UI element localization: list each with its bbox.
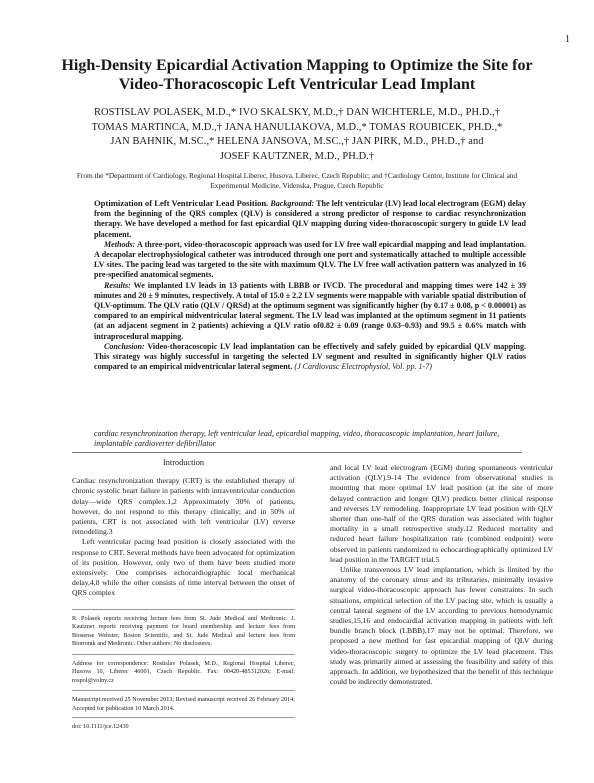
- journal-citation: (J Cardiovasc Electrophysiol, Vol. pp. 1-7): [294, 362, 432, 372]
- affiliation: From the *Department of Cardiology, Regional Hospital Liberec, Husova, Liberec, Czech Republic; and †Cardiology Centre, Institute for Clinical and Experimental Medicine, Videnska, Prague, Czech Republic: [76, 171, 518, 190]
- abstract-results: [94, 281, 526, 342]
- abstract: [94, 198, 526, 372]
- section-divider: [72, 452, 522, 453]
- background-text: The left ventricular (LV) lead local electrogram (EGM) delay from the beginning of the QRS complex (QLV) is considered a strong predictor of response to cardiac resynchronization therapy. We have developed a method for fast epicardial QLV mapping during video-thoracoscopic surgery to guide LV lead placement.: [94, 199, 526, 239]
- introduction-heading: Introduction: [162, 458, 204, 467]
- body-paragraph: and local LV lead electrogram (EGM) during spontaneous ventricular activation (QLV).9-14 The evidence from observational studies is mounting that more optimal LV lead position (at the site of more delayed contraction and longer QLV) predicts better clinical response and reverses LV remodeling. Inappropriate LV lead position with QLV shorter than one-half of the QRS duration was associated with higher mortality in a small retrospective study.12 Reduced mortality and reduced heart failure hospitalization rate (combined endpoint) were observed in patients randomized to echocardiographically optimized LV lead position in the TARGET trial.5: [330, 463, 553, 564]
- footnotes: [72, 609, 295, 732]
- methods-text: A three-port, video-thoracoscopic approach was used for LV free wall epicardial mapping and lead implantation. A decapolar electrophysiological catheter was introduced through one port and systematically attached to multiple accessible LV sites. The pacing lead was targeted to the site with maximum QLV. The LV free wall activation pattern was analyzed in 16 pre-specified anatomical segments.: [94, 239, 526, 280]
- conclusion-label: Conclusion:: [104, 341, 145, 351]
- body-paragraph: Unlike transvenous LV lead implantation, which is limited by the anatomy of the coronary sinus and its tributaries, minimally invasive surgical video-thoracoscopic approach has fewer constraints. In such situations, empirical selection of the LV pacing site, which is usually a central lateral segment of the LV according to previous hemodynamic studies,15,16 and endocardial activation mapping in patients with left bundle branch block (LBBB),17 may not be optimal. Therefore, we proposed a new method for fast epicardial mapping of QLV during video-thoracoscopic surgery to optimize the LV lead placement. This study was primarily aimed at assessing the feasibility and safety of this approach. In addition, we hypothesized that the benefit of this technique could be indirectly demonstrated.: [330, 565, 553, 687]
- abstract-methods: [94, 240, 526, 281]
- author-line: TOMAS MARTINCA, M.D.,† JANA HANULIAKOVA, M.D.,* TOMAS ROUBICEK, PH.D.,*: [91, 121, 503, 133]
- body-paragraph: Left ventricular pacing lead position is closely associated with the response to CRT. Several methods have been advocated for optimization of its position. However, only two of them have been studied more extensively. One comprises echocardiographic local mechanical delay,4,8 while the other consists of time interval between the onset of QRS complex: [72, 537, 295, 598]
- results-label: Results:: [104, 280, 131, 290]
- correspondence-note: Address for correspondence: Rostislav Polasek, M.D., Regional Hospital Liberec, Husova 10, Liberec 46001, Czech Republic. Fax: 00420-485312026; E-mail: rospol@volny.cz: [72, 654, 295, 686]
- disclosure-note: R. Polasek reports receiving lecture fees from St. Jude Medical and Medtronic. J. Kautzner reports receiving payment for board membership and lecture fees from Biosense Webster, Boston Scientific, and St. Jude Medical and lecture fees from Biotronik and Medtronic. Other authors: No disclosures.: [72, 609, 295, 649]
- author-line: JAN BAHNIK, M.SC.,* HELENA JANSOVA, M.SC.,† JAN PIRK, M.D., PH.D.,† and: [110, 136, 484, 147]
- page-number: 1: [565, 34, 570, 45]
- results-text: We implanted LV leads in 13 patients with LBBB or IVCD. The procedural and mapping times were 142 ± 39 minutes and 20 ± 9 minutes, respectively. A total of 15.0 ± 2.2 LV segments were mappable with variable spatial distribution of QLV-optimum. The QLV ratio (QLV / QRSd) at the optimum segment was significantly higher (by 0.17 ± 0.08, p < 0.00001) as compared to an empirical midventricular lateral segment. The LV lead was implanted at the optimum segment in 11 patients (at an adjacent segment in 2 patients) achieving a QLV ratio of0.82 ± 0.09 (range 0.63–0.93) and 99.5 ± 0.6% match with intraprocedural mapping.: [94, 280, 526, 341]
- abstract-title: Optimization of Left Ventricular Lead Position.: [94, 198, 269, 208]
- author-line: ROSTISLAV POLASEK, M.D.,* IVO SKALSKY, M.D.,† DAN WICHTERLE, M.D., PH.D.,†: [93, 107, 501, 118]
- article-title: High-Density Epicardial Activation Mapping to Optimize the Site for Video-Thoracoscopic Left Ventricular Lead Implant: [61, 57, 533, 93]
- body-paragraph: Cardiac resynchronization therapy (CRT) is the established therapy of chronic systolic heart failure in patients with intraventricular conduction delay—wide QRS complex.1,2 Approximately 30% of patients, however, do not respond to this therapy clinically; and in 50% of patients, CRT is not associated with left ventricular (LV) reverse remodeling.3: [72, 476, 295, 537]
- methods-label: Methods:: [104, 239, 136, 249]
- manuscript-dates-note: Manuscript received 25 November 2013; Revised manuscript received 26 February 2014; Accepted for publication 10 March 2014.: [72, 690, 295, 713]
- doi: doi: 10.1111/jce.12430: [72, 717, 295, 732]
- author-list: [40, 106, 554, 164]
- author-line: JOSEF KAUTZNER, M.D., PH.D.†: [219, 150, 375, 162]
- left-column: [72, 458, 295, 732]
- abstract-background: [94, 198, 526, 240]
- right-column: [330, 463, 553, 687]
- background-label: Background:: [270, 199, 315, 208]
- keywords: cardiac resynchronization therapy, left ventricular lead, epicardial mapping, video, thoracoscopic implantation, heart failure, implantable cardioverter defibrillator: [94, 429, 500, 449]
- abstract-conclusion: [94, 342, 526, 373]
- conclusion-text: Video-thoracoscopic LV lead implantation can be effectively and safely guided by epicardial QLV mapping. This strategy was highly successful in targeting the selected LV segment and resulted in significantly higher QLV ratios compared to an empirical midventricular lateral segment.: [94, 341, 526, 372]
